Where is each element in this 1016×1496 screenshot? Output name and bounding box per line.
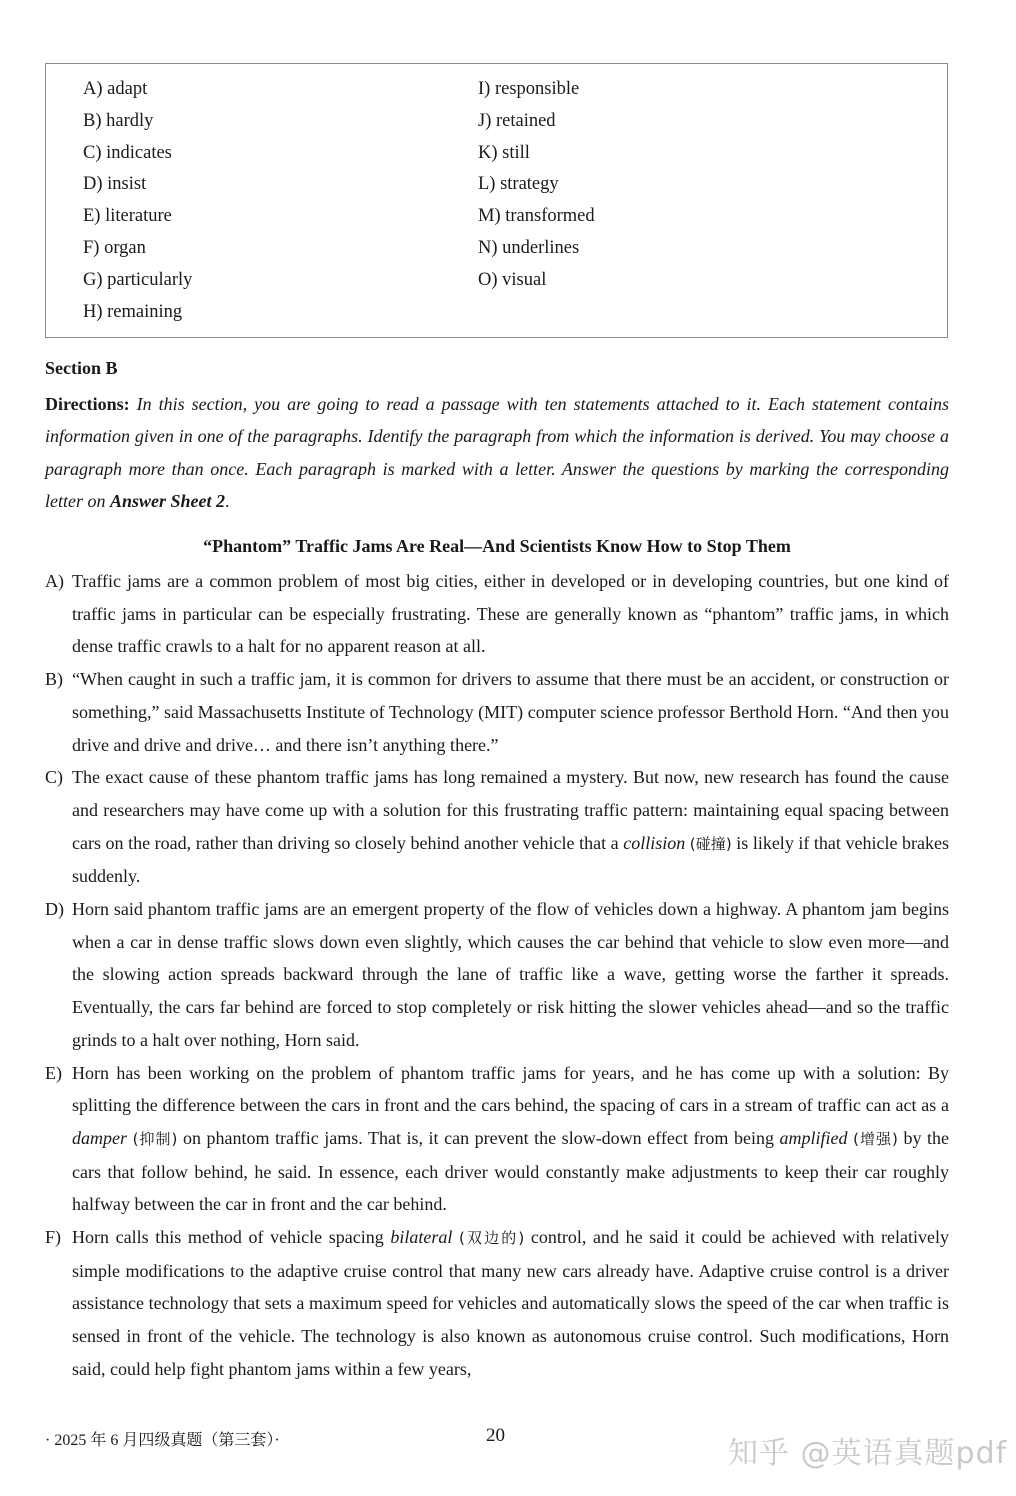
watermark: 知乎 @英语真题pdf <box>728 1436 1008 1471</box>
word-option: L) strategy <box>478 174 559 195</box>
directions-end: . <box>225 490 230 511</box>
paragraph-text: control, and he said it could be achieved with relatively simple modifications to the adaptive cruise control that many new cars already have. Adaptive cruise control is a driver assistance technology that sets a maximum speed for vehicles and automatically slows the speed of the car when traffic is sensed in front of the vehicle. The technology is also known as autonomous cruise control. Such modifications, Horn said, could help fight phantom jams within a few years, <box>72 1227 949 1379</box>
paragraph-text: Horn has been working on the problem of phantom traffic jams for years, and he has come up with a solution: By splitting the difference between the cars in front and the cars behind, the spacing of cars in a stream of traffic can act as a <box>72 1062 949 1116</box>
word-bank-box <box>45 63 948 338</box>
exam-label: · 2025 年 6 月四级真题（第三套）· <box>45 1432 280 1449</box>
word-option: A) adapt <box>83 79 148 99</box>
paragraph-letter: E) <box>45 1062 62 1083</box>
word-option: O) visual <box>478 269 547 290</box>
glossed-term: damper <box>72 1127 127 1148</box>
passage-title: “Phantom” Traffic Jams Are Real—And Scientists Know How to Stop Them <box>203 536 791 556</box>
word-bank-right-column <box>478 74 595 297</box>
answer-sheet-ref: Answer Sheet 2 <box>110 490 226 511</box>
word-option: G) particularly <box>83 269 193 290</box>
paragraph-text: The exact cause of these phantom traffic jams has long remained a mystery. But now, new research has found the cause and researchers may have come up with a solution for this frustrating traffic pattern: maintaining equal spacing between cars on the road, rather than driving so closely behind another vehicle that a <box>72 767 949 853</box>
directions-text: In this section, you are going to read a passage with ten statements attached to it. Each statement contains information given in one of the paragraphs. Identify the paragraph from which the information is derived. You may choose a paragraph more than once. Each paragraph is marked with a letter. Answer the questions by marking the corresponding letter on <box>45 394 949 511</box>
word-option: H) remaining <box>83 301 183 322</box>
word-option: J) retained <box>478 110 556 131</box>
paragraph-d <box>45 893 949 1057</box>
glossed-term: amplified <box>779 1127 848 1148</box>
paragraph-b <box>45 663 949 761</box>
paragraph-text: on phantom traffic jams. That is, it can prevent the slow-down effect from being <box>177 1127 780 1148</box>
paragraph-text: is likely if that vehicle brakes suddenly. <box>72 832 950 887</box>
paragraph-letter: B) <box>45 669 63 690</box>
word-option: E) literature <box>83 206 172 227</box>
word-option: I) responsible <box>478 79 580 99</box>
paragraph-c <box>45 761 949 893</box>
paragraph-text: by the cars that follow behind, he said. In essence, each driver would constantly make adjustments to keep their car roughly halfway between the car in front and the car behind. <box>72 1127 950 1215</box>
directions-label: Directions: <box>45 394 130 414</box>
word-option: K) still <box>478 142 530 163</box>
passage-body <box>45 565 949 1386</box>
chinese-gloss: (碰撞) <box>689 834 732 853</box>
word-option: M) transformed <box>478 206 595 227</box>
word-option: F) organ <box>83 237 146 258</box>
word-bank-left-column <box>83 74 192 328</box>
page-number: 20 <box>486 1425 505 1446</box>
word-option: B) hardly <box>83 110 154 131</box>
paragraph-text: Horn calls this method of vehicle spacing <box>72 1227 391 1248</box>
directions <box>45 388 949 517</box>
chinese-gloss: (抑制) <box>132 1129 178 1148</box>
glossed-term: bilateral <box>390 1227 453 1248</box>
paragraph-e <box>45 1057 949 1222</box>
paragraph-letter: D) <box>45 899 64 920</box>
paragraph-letter: C) <box>45 767 63 788</box>
paragraph-text: “When caught in such a traffic jam, it is common for drivers to assume that there must be an accident, or construction or something,” said Massachusetts Institute of Technology (MIT) computer science professor Berthold Horn. “And then you drive and drive and drive… and there isn’t anything there.” <box>72 669 949 755</box>
chinese-gloss: (双边的) <box>459 1229 525 1248</box>
paragraph-text: Traffic jams are a common problem of most big cities, either in developed or in developing countries, but one kind of traffic jams in particular can be especially frustrating. These are generally known as “phantom” traffic jams, in which dense traffic crawls to a halt for no apparent reason at all. <box>72 571 949 657</box>
paragraph-letter: A) <box>45 571 64 591</box>
glossed-term: collision <box>623 832 686 853</box>
chinese-gloss: (增强) <box>853 1129 898 1148</box>
word-option: N) underlines <box>478 237 580 258</box>
section-title: Section B <box>45 358 118 378</box>
word-option: C) indicates <box>83 142 172 163</box>
paragraph-letter: F) <box>45 1227 62 1248</box>
paragraph-a <box>45 565 949 663</box>
word-option: D) insist <box>83 174 147 195</box>
paragraph-text: Horn said phantom traffic jams are an emergent property of the flow of vehicles down a highway. A phantom jam begins when a car in dense traffic slows down even slightly, which causes the car behind that vehicle to slow even more—and the slowing action spreads backward through the lane of traffic like a wave, getting worse the farther it spreads. Eventually, the cars far behind are forced to stop completely or risk hitting the slower vehicles ahead—and so the traffic grinds to a halt over nothing, Horn said. <box>72 899 949 1050</box>
paragraph-f <box>45 1221 949 1386</box>
